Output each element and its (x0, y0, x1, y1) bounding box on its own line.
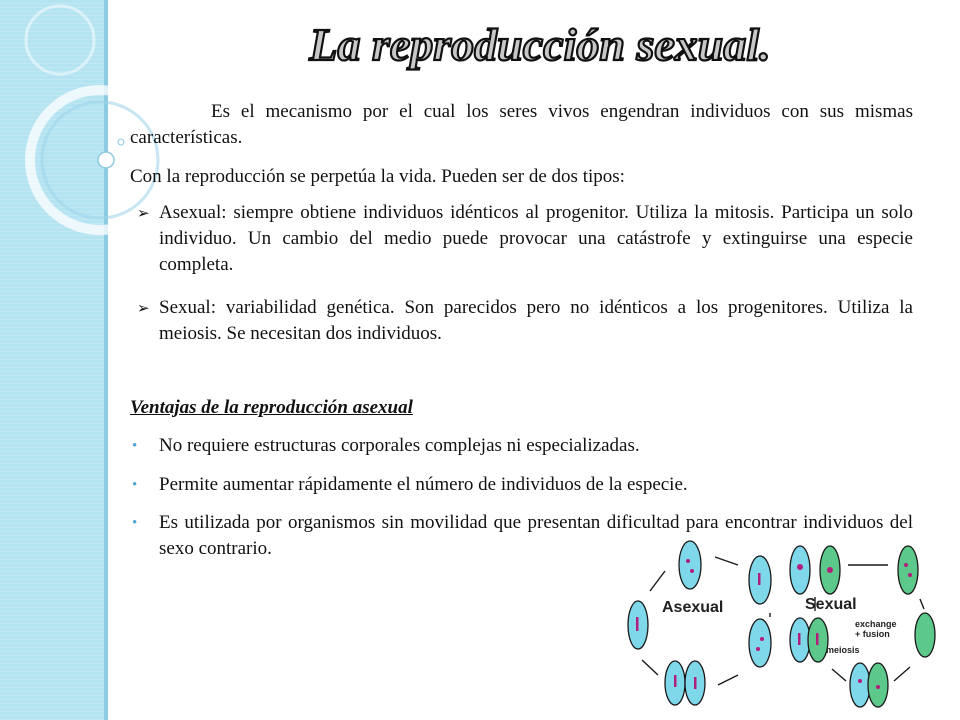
bullet-dot-icon: • (132, 515, 138, 531)
advantages-heading: Ventajas de la reproducción asexual (130, 397, 413, 418)
reproduction-diagram (620, 535, 960, 720)
advantage-text: Es utilizada por organismos sin movilidad que presentan dificultad para encontrar individuos del sexo contrario. (159, 512, 913, 559)
cell-shape (679, 541, 701, 589)
intro-paragraph: Es el mecanismo por el cual los seres vivos engendran individuos con sus mismas características. (130, 101, 913, 148)
arrow-bullet-icon: ➢ (137, 206, 150, 222)
sexual-label: Sexual (805, 596, 857, 613)
advantage-item (130, 472, 913, 498)
meiosis-label: meiosis (826, 645, 860, 655)
list-item-sexual (130, 295, 913, 347)
fusion-label: + fusion (855, 629, 890, 639)
page-title-text: La reproducción sexual. (309, 19, 771, 70)
asexual-cycle (628, 541, 771, 705)
advantage-item (130, 433, 913, 459)
cell-shape (749, 619, 771, 667)
advantage-text: No requiere estructuras corporales complejas ni especializadas. (159, 435, 640, 456)
list-item-text: Sexual: variabilidad genética. Son parecidos pero no idénticos a los progenitores. Utiliza la meiosis. Se necesitan dos individuos. (159, 297, 913, 344)
exchange-label: exchange (855, 619, 897, 629)
page-title (260, 8, 820, 78)
bullet-dot-icon: • (132, 438, 138, 454)
types-intro: Con la reproducción se perpetúa la vida. Pueden ser de dos tipos: (130, 166, 625, 187)
advantage-text: Permite aumentar rápidamente el número de individuos de la especie. (159, 474, 688, 495)
asexual-label: Asexual (662, 599, 724, 616)
arrow-bullet-icon: ➢ (137, 301, 150, 317)
list-item-text: Asexual: siempre obtiene individuos idénticos al progenitor. Utiliza la mitosis. Participa un solo individuo. Un cambio del medio puede provocar una catástrofe y extinguirse una especie completa. (159, 202, 913, 275)
list-item-asexual (130, 200, 913, 278)
bullet-dot-icon: • (132, 477, 138, 493)
